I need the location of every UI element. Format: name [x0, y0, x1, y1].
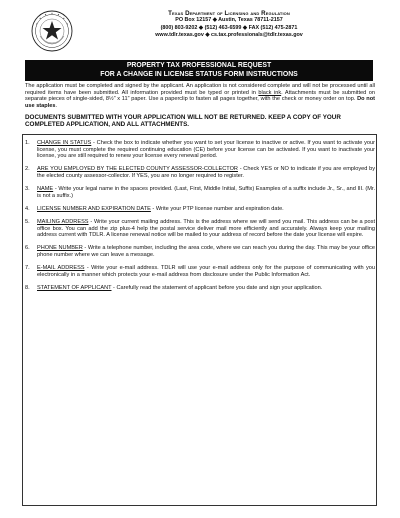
instruction-label: NAME	[37, 186, 54, 193]
instruction-number: 7.	[25, 264, 30, 271]
intro-text-3: .	[55, 102, 58, 109]
instruction-label: LICENSE NUMBER AND EXPIRATION DATE	[37, 205, 151, 212]
agency-address: PO Box 12157 ◆ Austin, Texas 78711-2157	[175, 17, 283, 24]
agency-phones: (800) 803-9202 ◆ (512) 463-6599 ◆ FAX (512) 475-2871	[160, 24, 298, 31]
state-seal-icon	[31, 10, 73, 52]
instruction-label: PHONE NUMBER	[37, 245, 83, 252]
instruction-text: - Write your e-mail address. TDLR will use your e-mail address only for the purpose of communicating with you electronically in a manner which protects your e-mail address from disclosure under the Public Information Act.	[37, 264, 375, 278]
agency-name: Texas Department of Licensing and Regulation	[168, 10, 290, 17]
intro-text-2: . Attachments must be submitted on separate pieces of single-sided, 8½” x 11” paper. Use a paperclip to fasten all pages together, with the check or money order on top.	[25, 89, 375, 103]
instruction-number: 4.	[25, 205, 30, 212]
instruction-text: - Write a telephone number, including the area code, where we can reach you during the day. This may be your office phone number where we can leave a message.	[37, 245, 375, 258]
instruction-item-employed-by-assessor	[25, 166, 375, 179]
instruction-text: - Write your PTP license number and expiration date.	[150, 205, 284, 212]
instruction-text: - Check the box to indicate whether you want to set your license to inactive or active. If you want to activate your license, you must complete the required continuing education (CE) before your license can be activated. If you want to inactivate your license, you are still required to renew your license every renewal period.	[37, 140, 375, 160]
instruction-item-name	[25, 186, 375, 199]
instructions-list	[25, 140, 375, 298]
instruction-text: - Check YES or NO to indicate if you are employed by the elected county assessor-collector. If YES, you are no longer required to register.	[37, 166, 376, 180]
instruction-label: MAILING ADDRESS	[37, 218, 89, 225]
instruction-item-change-in-status	[25, 140, 375, 160]
instruction-number: 3.	[25, 186, 30, 193]
intro-paragraph	[25, 83, 375, 109]
instruction-number: 1.	[25, 140, 30, 146]
instruction-item-phone-number	[25, 245, 375, 258]
agency-web-email: www.tdlr.texas.gov ◆ cs.tax.professionals@tdlr.texas.gov	[155, 32, 303, 39]
intro-text-1: The application must be completed and signed by the applicant. An application is not considered complete and will not be processed until all required items have been submitted. All information provided must be typed or printed in	[25, 83, 375, 96]
instruction-text: - Carefully read the statement of applicant before you date and sign your application.	[111, 284, 323, 291]
instruction-text: - Write your current mailing address. This is the address where we will send you mail. This address can be a post office box. You can add the zip plus-4 help the postal service deliver mail more efficiently and accurately. Always keep your mailing address current with TDLR. A license renewal notice will be mailed to your address of record before the date your license will expire.	[37, 218, 375, 239]
agency-header	[98, 10, 360, 40]
intro-no-staples: Do not use staples	[25, 96, 375, 109]
intro-black-ink: black ink	[258, 89, 282, 96]
form-title-banner	[25, 60, 373, 81]
instruction-item-email-address	[25, 265, 375, 278]
instruction-item-license-number	[25, 206, 375, 213]
instruction-label: STATEMENT OF APPLICANT	[37, 284, 112, 291]
instruction-label: ARE YOU EMPLOYED BY THE ELECTED COUNTY ASSESSOR-COLLECTOR	[37, 166, 238, 173]
instruction-number: 6.	[25, 245, 30, 252]
form-title-line-2: FOR A CHANGE IN LICENSE STATUS FORM INSTRUCTIONS	[100, 71, 298, 79]
documents-notice: DOCUMENTS SUBMITTED WITH YOUR APPLICATION WILL NOT BE RETURNED. KEEP A COPY OF YOUR COMPLETED APPLICATION, AND ALL ATTACHMENTS.	[25, 114, 341, 129]
instruction-label: CHANGE IN STATUS	[37, 140, 92, 146]
instruction-text: - Write your legal name in the spaces provided. (Last, First, Middle Initial, Suffix) Examples of a suffix include Jr., Sr., and III. (Mr. is not a suffix.)	[37, 186, 375, 199]
instruction-number: 5.	[25, 218, 30, 225]
instruction-number: 8.	[25, 284, 30, 291]
instruction-label: E-MAIL ADDRESS	[37, 264, 85, 271]
instruction-number: 2.	[25, 166, 30, 173]
instruction-item-statement-of-applicant	[25, 285, 375, 292]
instruction-item-mailing-address	[25, 219, 375, 239]
form-title-line-1: PROPERTY TAX PROFESSIONAL REQUEST	[126, 61, 272, 69]
